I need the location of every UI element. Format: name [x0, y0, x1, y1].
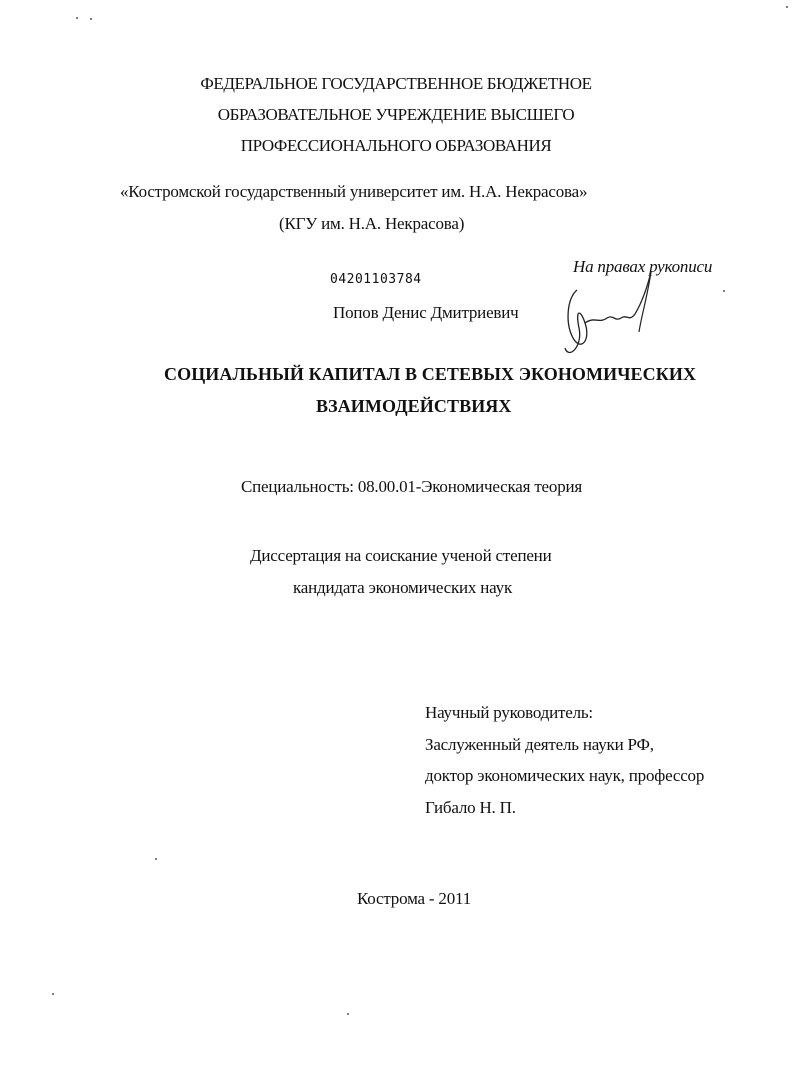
supervisor-name: Гибало Н. П.	[425, 798, 516, 817]
institution-line-2: ОБРАЗОВАТЕЛЬНОЕ УЧРЕЖДЕНИЕ ВЫСШЕГО	[217, 105, 575, 124]
scan-speck	[786, 6, 788, 8]
scan-speck	[347, 1013, 349, 1015]
scan-speck	[723, 290, 725, 292]
thesis-title-line-2: ВЗАИМОДЕЙСТВИЯХ	[316, 396, 512, 416]
scan-speck	[155, 858, 157, 860]
signature-icon	[555, 268, 665, 363]
degree-line-1: Диссертация на соискание ученой степени	[250, 546, 552, 565]
author-name: Попов Денис Дмитриевич	[333, 303, 519, 322]
supervisor-label: Научный руководитель:	[425, 703, 593, 722]
specialty: Специальность: 08.00.01-Экономическая теория	[241, 477, 583, 496]
institution-line-3: ПРОФЕССИОНАЛЬНОГО ОБРАЗОВАНИЯ	[240, 136, 552, 155]
university-abbr: (КГУ им. Н.А. Некрасова)	[279, 214, 465, 233]
scan-speck	[52, 993, 54, 995]
catalog-number: 04201103784	[330, 272, 422, 287]
scan-speck	[76, 17, 78, 19]
university-name: «Костромской государственный университет им. Н.А. Некрасова»	[120, 182, 588, 201]
degree-line-2: кандидата экономических наук	[293, 578, 513, 597]
scan-speck	[90, 18, 92, 20]
supervisor-title-2: доктор экономических наук, профессор	[425, 766, 705, 785]
thesis-title-line-1: СОЦИАЛЬНЫЙ КАПИТАЛ В СЕТЕВЫХ ЭКОНОМИЧЕСКИХ	[164, 364, 697, 384]
supervisor-title-1: Заслуженный деятель науки РФ,	[425, 735, 654, 754]
rights-note: На правах рукописи	[573, 257, 713, 276]
city-year: Кострома - 2011	[357, 889, 471, 908]
institution-line-1: ФЕДЕРАЛЬНОЕ ГОСУДАРСТВЕННОЕ БЮДЖЕТНОЕ	[200, 74, 592, 93]
